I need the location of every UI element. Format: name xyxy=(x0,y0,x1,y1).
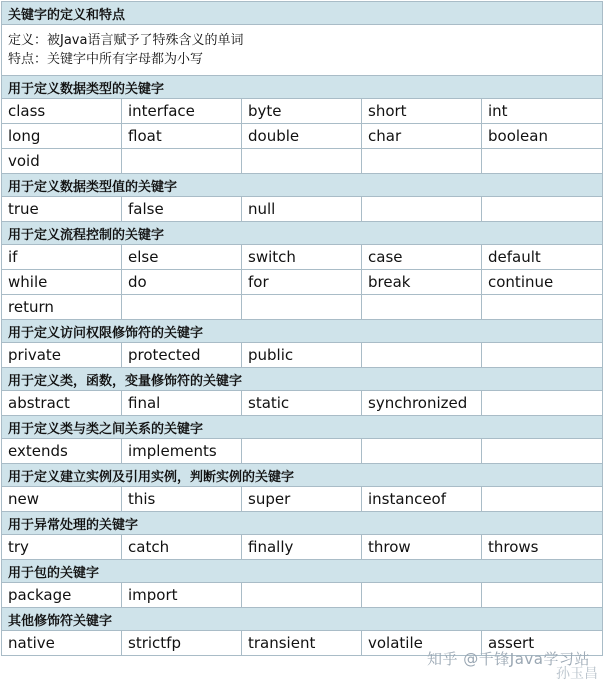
keyword-cell: class xyxy=(2,99,122,124)
feature-text: 特点：关键字中所有字母都为小写 xyxy=(8,52,204,67)
keyword-cell: strictfp xyxy=(122,631,242,656)
section-header-row xyxy=(2,222,603,245)
section-heading: 用于包的关键字 xyxy=(2,560,603,583)
keyword-cell: interface xyxy=(122,99,242,124)
keyword-cell: native xyxy=(2,631,122,656)
keyword-cell: double xyxy=(242,124,362,149)
keyword-cell xyxy=(122,295,242,320)
title-row xyxy=(2,2,603,25)
keyword-cell: byte xyxy=(242,99,362,124)
keyword-cell xyxy=(362,583,482,608)
section-header-row xyxy=(2,416,603,439)
keyword-cell xyxy=(242,583,362,608)
keyword-cell xyxy=(362,149,482,174)
section-header-row xyxy=(2,368,603,391)
keyword-cell: abstract xyxy=(2,391,122,416)
keyword-cell: int xyxy=(482,99,603,124)
keyword-cell: finally xyxy=(242,535,362,560)
table-title: 关键字的定义和特点 xyxy=(2,2,603,25)
keyword-cell: null xyxy=(242,197,362,222)
keyword-cell: catch xyxy=(122,535,242,560)
keyword-cell xyxy=(482,583,603,608)
section-header-row xyxy=(2,608,603,631)
keyword-cell: return xyxy=(2,295,122,320)
keyword-cell: case xyxy=(362,245,482,270)
section-header-row xyxy=(2,560,603,583)
keyword-cell: transient xyxy=(242,631,362,656)
keyword-cell xyxy=(362,343,482,368)
keyword-cell: package xyxy=(2,583,122,608)
section-heading: 用于定义建立实例及引用实例，判断实例的关键字 xyxy=(2,464,603,487)
section-header-row xyxy=(2,76,603,99)
section-heading: 用于定义类与类之间关系的关键字 xyxy=(2,416,603,439)
section-heading: 用于定义数据类型的关键字 xyxy=(2,76,603,99)
keyword-cell: implements xyxy=(122,439,242,464)
keyword-cell xyxy=(362,197,482,222)
keyword-row xyxy=(2,197,603,222)
section-heading: 用于异常处理的关键字 xyxy=(2,512,603,535)
keyword-cell xyxy=(122,149,242,174)
keyword-cell: do xyxy=(122,270,242,295)
keyword-cell: import xyxy=(122,583,242,608)
keyword-cell: false xyxy=(122,197,242,222)
section-heading: 用于定义访问权限修饰符的关键字 xyxy=(2,320,603,343)
keyword-cell: volatile xyxy=(362,631,482,656)
keyword-cell xyxy=(482,149,603,174)
keyword-cell xyxy=(242,149,362,174)
keyword-row xyxy=(2,487,603,512)
keyword-cell xyxy=(482,439,603,464)
keyword-cell: continue xyxy=(482,270,603,295)
keyword-cell xyxy=(362,295,482,320)
keyword-row xyxy=(2,149,603,174)
section-header-row xyxy=(2,174,603,197)
keyword-cell: public xyxy=(242,343,362,368)
keyword-cell xyxy=(482,197,603,222)
keyword-cell: float xyxy=(122,124,242,149)
keyword-cell: super xyxy=(242,487,362,512)
keyword-cell: if xyxy=(2,245,122,270)
section-heading: 用于定义流程控制的关键字 xyxy=(2,222,603,245)
keyword-cell xyxy=(362,439,482,464)
keyword-cell xyxy=(482,487,603,512)
keyword-cell: else xyxy=(122,245,242,270)
keyword-cell xyxy=(482,343,603,368)
keyword-cell: final xyxy=(122,391,242,416)
keyword-cell: long xyxy=(2,124,122,149)
keyword-table xyxy=(1,1,603,656)
keyword-cell: this xyxy=(122,487,242,512)
section-heading: 其他修饰符关键字 xyxy=(2,608,603,631)
keyword-cell: new xyxy=(2,487,122,512)
keyword-row xyxy=(2,295,603,320)
watermark-zhihu: 知乎 @千锋Java学习站 xyxy=(427,650,590,668)
definition-text: 定义：被Java语言赋予了特殊含义的单词 xyxy=(8,33,244,48)
keyword-cell: void xyxy=(2,149,122,174)
keyword-cell xyxy=(482,295,603,320)
keyword-row xyxy=(2,99,603,124)
keyword-cell: while xyxy=(2,270,122,295)
keyword-cell xyxy=(242,439,362,464)
keyword-row xyxy=(2,124,603,149)
keyword-row xyxy=(2,245,603,270)
keyword-cell: boolean xyxy=(482,124,603,149)
keyword-cell: instanceof xyxy=(362,487,482,512)
watermark-author: 孙玉昌 xyxy=(556,666,598,682)
keyword-cell: synchronized xyxy=(362,391,482,416)
keyword-row xyxy=(2,535,603,560)
keyword-cell: break xyxy=(362,270,482,295)
keyword-row xyxy=(2,583,603,608)
keyword-cell xyxy=(242,295,362,320)
keyword-cell xyxy=(482,391,603,416)
section-header-row xyxy=(2,464,603,487)
keyword-cell: extends xyxy=(2,439,122,464)
section-heading: 用于定义类，函数，变量修饰符的关键字 xyxy=(2,368,603,391)
keyword-cell: short xyxy=(362,99,482,124)
keyword-row xyxy=(2,270,603,295)
keyword-row xyxy=(2,439,603,464)
keyword-cell: static xyxy=(242,391,362,416)
keyword-cell: assert xyxy=(482,631,603,656)
keyword-cell: throw xyxy=(362,535,482,560)
keyword-cell: private xyxy=(2,343,122,368)
keyword-row xyxy=(2,391,603,416)
keyword-cell: try xyxy=(2,535,122,560)
keyword-cell: char xyxy=(362,124,482,149)
keyword-cell: for xyxy=(242,270,362,295)
keyword-cell: protected xyxy=(122,343,242,368)
keyword-row xyxy=(2,343,603,368)
section-header-row xyxy=(2,320,603,343)
keyword-cell: default xyxy=(482,245,603,270)
keyword-cell: switch xyxy=(242,245,362,270)
section-header-row xyxy=(2,512,603,535)
keyword-cell: true xyxy=(2,197,122,222)
definition-row xyxy=(2,25,603,76)
section-heading: 用于定义数据类型值的关键字 xyxy=(2,174,603,197)
keyword-cell: throws xyxy=(482,535,603,560)
